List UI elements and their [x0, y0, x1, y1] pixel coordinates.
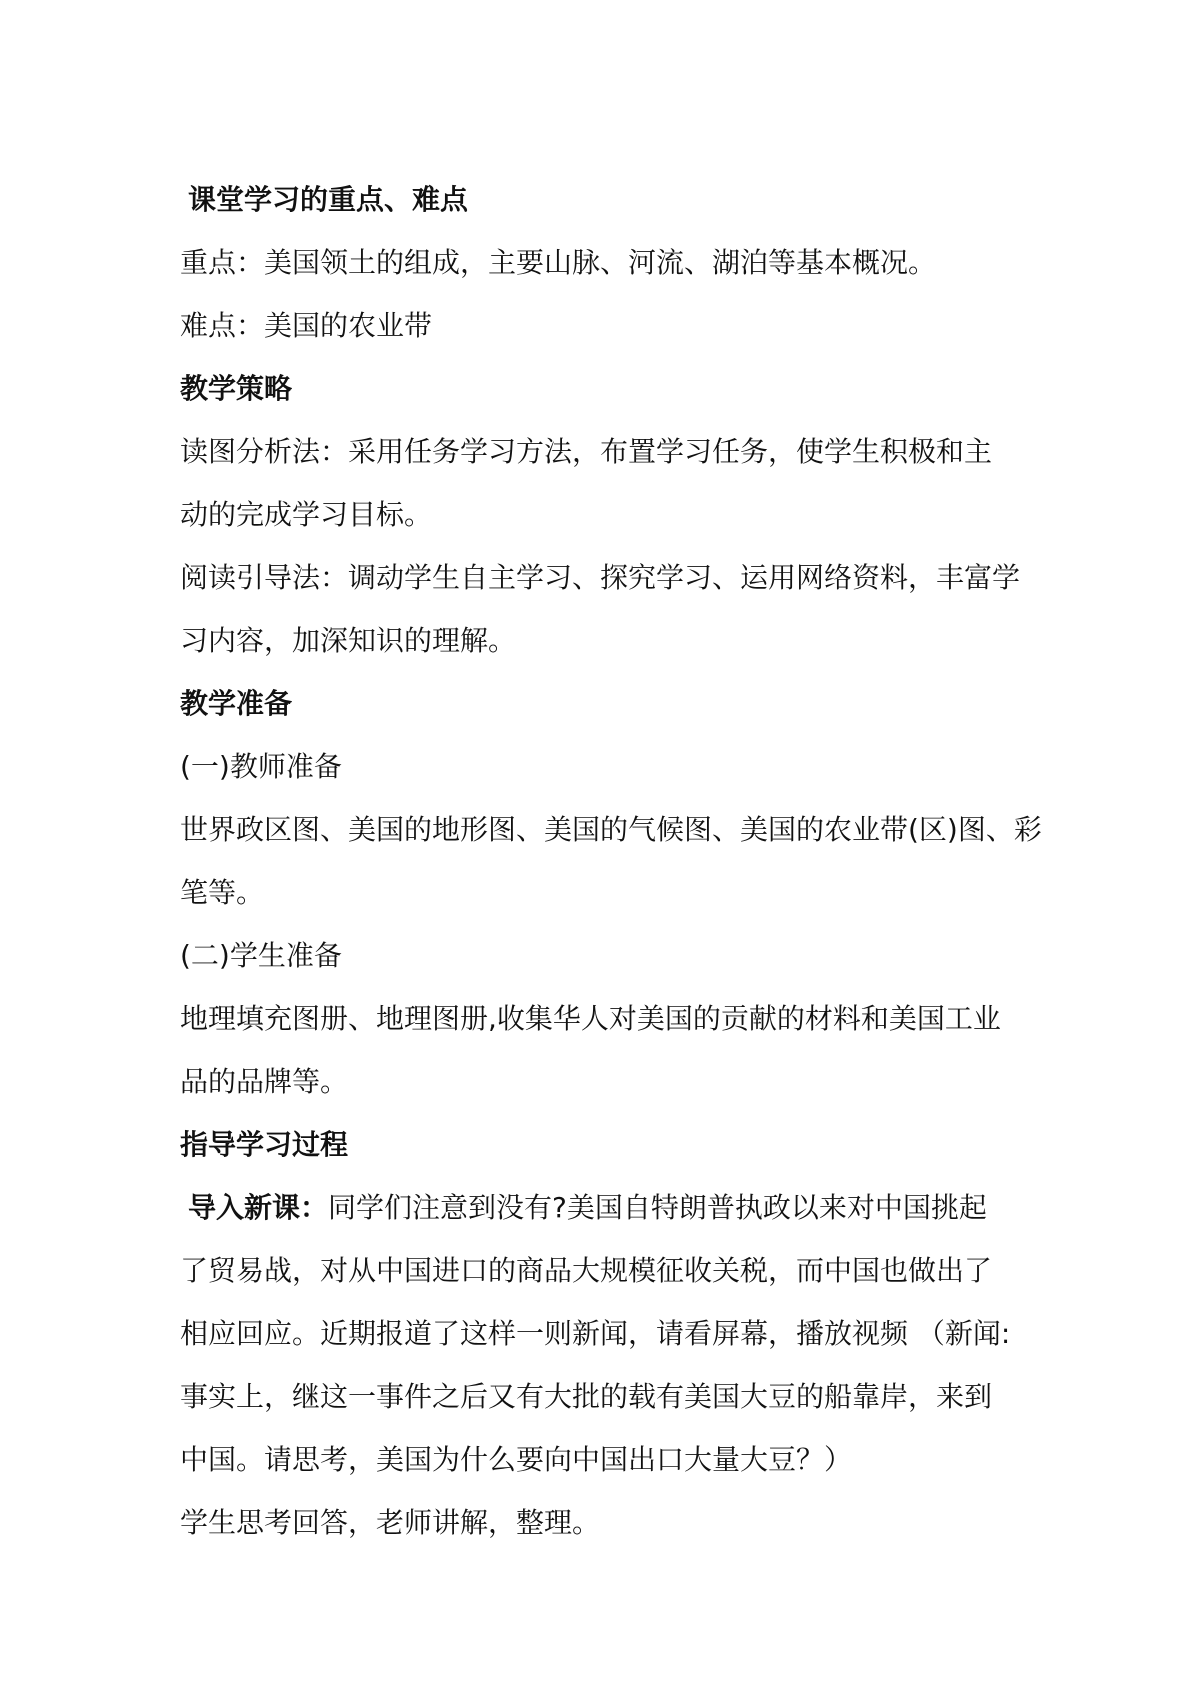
intro-line-3: 相应回应。近期报道了这样一则新闻，请看屏幕，播放视频 （新闻:	[180, 1317, 1011, 1350]
heading-strategy: 教学策略	[180, 372, 293, 405]
heading-process: 指导学习过程	[180, 1128, 349, 1161]
intro-line-1	[180, 1176, 1040, 1239]
teacher-prep-label: (一)教师准备	[180, 750, 342, 783]
student-prep-label: (二)学生准备	[180, 939, 342, 972]
strategy-1-line-2: 动的完成学习目标。	[180, 498, 433, 531]
strategy-2-line-1: 阅读引导法：调动学生自主学习、探究学习、运用网络资料，丰富学	[180, 561, 1021, 594]
document-page	[180, 168, 1040, 1554]
intro-text-1: 同学们注意到没有?美国自特朗普执政以来对中国挑起	[328, 1191, 987, 1224]
intro-line-2: 了贸易战，对从中国进口的商品大规模征收关税，而中国也做出了	[180, 1254, 993, 1287]
teacher-prep-line-2: 笔等。	[180, 876, 265, 909]
intro-label: 导入新课：	[188, 1191, 329, 1224]
intro-line-5: 中国。请思考，美国为什么要向中国出口大量大豆？）	[180, 1443, 853, 1476]
student-prep-line-1: 地理填充图册、地理图册,收集华人对美国的贡献的材料和美国工业	[180, 1002, 1001, 1035]
difficult-point-text: 难点：美国的农业带	[180, 309, 433, 342]
closing-line: 学生思考回答，老师讲解，整理。	[180, 1506, 601, 1539]
key-point-text: 重点：美国领土的组成，主要山脉、河流、湖泊等基本概况。	[180, 246, 937, 279]
strategy-2-line-2: 习内容，加深知识的理解。	[180, 624, 517, 657]
teacher-prep-line-1: 世界政区图、美国的地形图、美国的气候图、美国的农业带(区)图、彩	[180, 813, 1042, 846]
intro-line-4: 事实上，继这一事件之后又有大批的载有美国大豆的船靠岸，来到	[180, 1380, 993, 1413]
heading-key-points: 课堂学习的重点、难点	[188, 183, 469, 216]
heading-preparation: 教学准备	[180, 687, 293, 720]
strategy-1-line-1: 读图分析法：采用任务学习方法，布置学习任务，使学生积极和主	[180, 435, 993, 468]
student-prep-line-2: 品的品牌等。	[180, 1065, 349, 1098]
